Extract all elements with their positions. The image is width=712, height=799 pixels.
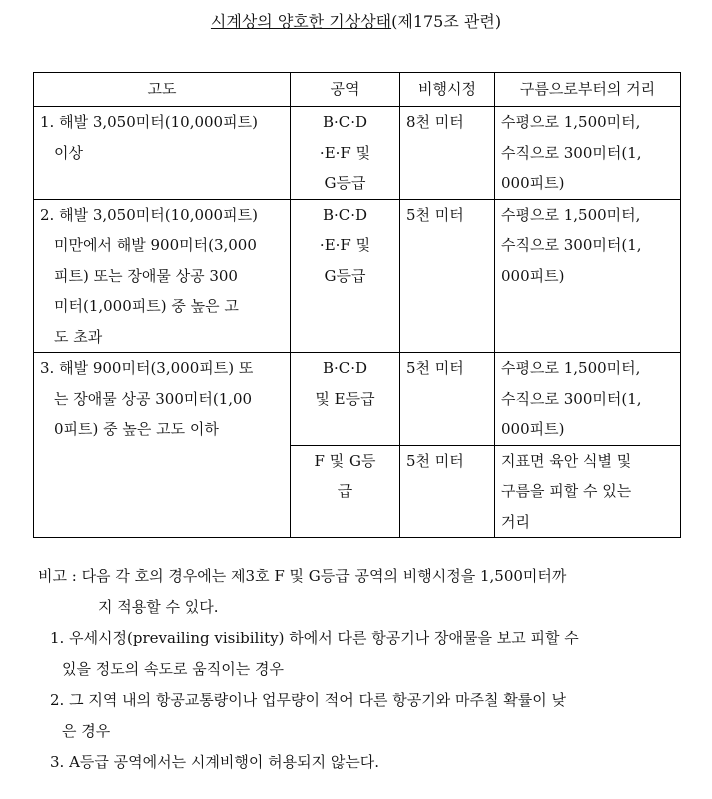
altitude-cell [34, 199, 291, 353]
title-suffix: (제175조 관련) [391, 12, 502, 31]
altitude-line: 피트) 또는 장애물 상공 300 [54, 266, 238, 285]
airspace-line: B·C·D [322, 113, 368, 131]
weather-conditions-table [33, 72, 681, 538]
airspace-line: ·E·F 및 [319, 236, 371, 254]
airspace-line: ·E·F 및 [319, 143, 371, 162]
document-title [0, 10, 712, 34]
remarks-item: 3. A등급 공역에서는 시계비행이 허용되지 않는다. [50, 753, 380, 771]
remarks-item: 1. 우세시정(prevailing visibility) 하에서 다른 항공기나 장애물을 보고 피할 수 [50, 629, 579, 647]
airspace-cell [291, 445, 400, 538]
remarks-item: 2. 그 지역 내의 항공교통량이나 업무량이 적어 다른 항공기와 마주칠 확률이 낮 [50, 691, 566, 709]
table-row [34, 199, 681, 353]
airspace-line: B·C·D [322, 359, 368, 377]
altitude-line: 2. 해발 3,050미터(10,000피트) [40, 205, 258, 224]
distance-line: 수평으로 1,500미터, [501, 113, 641, 131]
header-airspace: 공역 [291, 73, 400, 107]
airspace-line: F 및 G등 [314, 451, 376, 470]
distance-line: 거리 [501, 512, 530, 531]
remarks-item-cont: 은 경우 [62, 722, 111, 740]
airspace-line: B·C·D [322, 205, 368, 224]
distance-line: 수평으로 1,500미터, [501, 359, 641, 377]
altitude-line: 는 장애물 상공 300미터(1,00 [54, 389, 253, 408]
cloud-distance-cell [495, 353, 681, 446]
altitude-line: 도 초과 [54, 327, 103, 346]
altitude-line: 미만에서 해발 900미터(3,000 [54, 236, 257, 254]
remarks-section [38, 561, 678, 778]
remarks-lead: 비고 : 다음 각 호의 경우에는 제3호 F 및 G등급 공역의 비행시정을 1,500미터까 [38, 567, 567, 585]
distance-line: 수평으로 1,500미터, [501, 205, 641, 224]
distance-line: 000피트) [501, 174, 565, 192]
remarks-lead-cont: 지 적용할 수 있다. [98, 598, 219, 616]
altitude-line: 1. 해발 3,050미터(10,000피트) [40, 113, 258, 131]
altitude-cell [34, 107, 291, 200]
altitude-line: 미터(1,000피트) 중 높은 고 [54, 297, 239, 315]
remarks-item-cont: 있을 정도의 속도로 움직이는 경우 [62, 660, 284, 678]
table-header-row [34, 73, 681, 107]
airspace-cell [291, 353, 400, 446]
header-altitude: 고도 [34, 73, 291, 107]
header-cloud-distance: 구름으로부터의 거리 [495, 73, 681, 107]
airspace-cell [291, 107, 400, 200]
distance-line: 수직으로 300미터(1, [501, 389, 642, 408]
cloud-distance-cell [495, 445, 681, 538]
altitude-line: 0피트) 중 높은 고도 이하 [54, 420, 219, 438]
cloud-distance-cell [495, 107, 681, 200]
distance-line: 지표면 육안 식별 및 [501, 451, 632, 470]
airspace-line: 급 [337, 482, 353, 500]
airspace-line: G등급 [324, 266, 366, 285]
distance-line: 구름을 피할 수 있는 [501, 482, 632, 500]
distance-line: 000피트) [501, 420, 565, 438]
cloud-distance-cell [495, 199, 681, 353]
visibility-cell: 5천 미터 [400, 445, 495, 538]
airspace-cell [291, 199, 400, 353]
header-visibility: 비행시정 [400, 73, 495, 107]
distance-line: 수직으로 300미터(1, [501, 143, 642, 162]
altitude-line: 이상 [54, 143, 83, 162]
visibility-cell: 5천 미터 [400, 353, 495, 446]
table-row [34, 353, 681, 446]
distance-line: 수직으로 300미터(1, [501, 236, 642, 254]
airspace-line: 및 E등급 [315, 389, 375, 408]
visibility-cell: 5천 미터 [400, 199, 495, 353]
altitude-line: 3. 해발 900미터(3,000피트) 또 [40, 359, 254, 377]
table-row [34, 107, 681, 200]
altitude-cell [34, 353, 291, 538]
distance-line: 000피트) [501, 266, 565, 285]
airspace-line: G등급 [324, 174, 366, 192]
visibility-cell: 8천 미터 [400, 107, 495, 200]
title-main: 시계상의 양호한 기상상태 [210, 12, 392, 31]
